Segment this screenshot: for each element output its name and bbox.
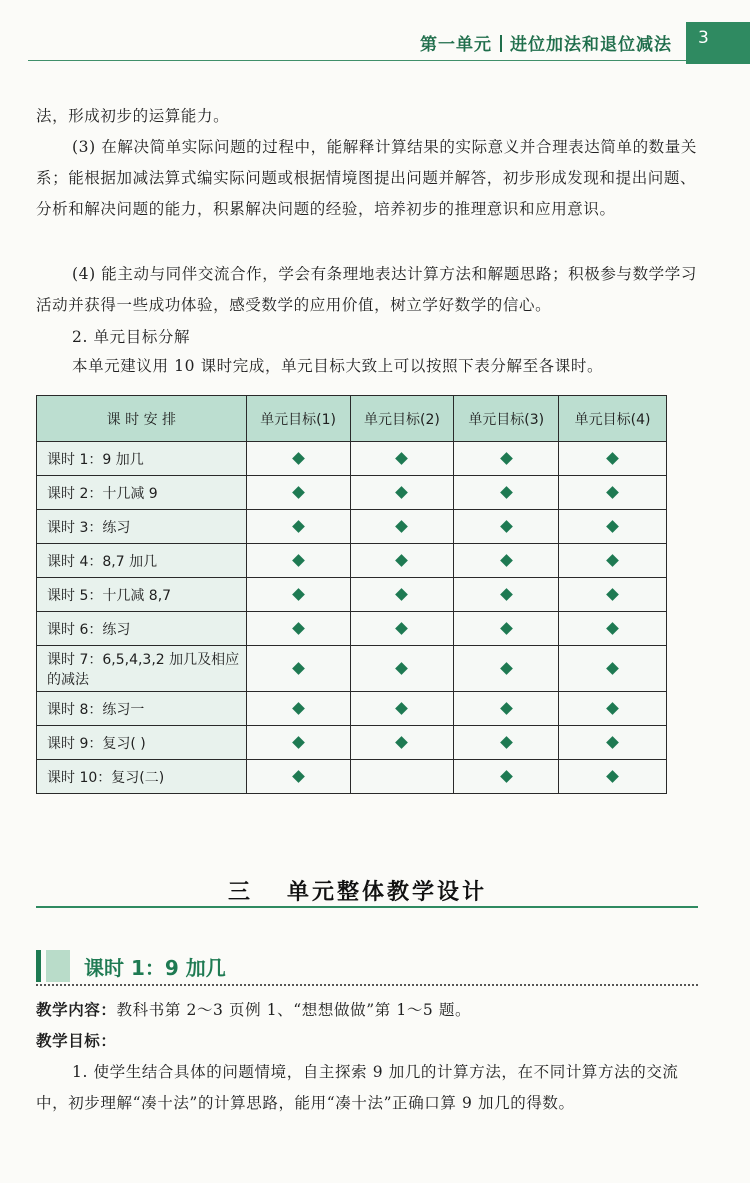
goal-cell [350, 442, 454, 476]
goal-cell [559, 476, 667, 510]
goal-cell [350, 692, 454, 726]
diamond-icon [500, 452, 513, 465]
diamond-icon [292, 452, 305, 465]
goal-cell [350, 726, 454, 760]
goal-cell [350, 646, 454, 692]
diamond-icon [500, 622, 513, 635]
goal-cell [350, 476, 454, 510]
diamond-icon [292, 622, 305, 635]
goal-cell [559, 510, 667, 544]
section-rule [36, 906, 698, 908]
goal-cell [559, 612, 667, 646]
running-title [420, 30, 672, 55]
lesson-cell: 课时 4：8,7 加几 [37, 544, 247, 578]
diamond-icon [396, 588, 409, 601]
subheading-goal-breakdown: 2. 单元目标分解 [72, 328, 191, 346]
table-row [37, 760, 667, 794]
page-header [0, 0, 750, 62]
diamond-icon [500, 554, 513, 567]
column-header: 单元目标(3) [454, 396, 559, 442]
goal-cell [454, 646, 559, 692]
goal-cell [559, 578, 667, 612]
goal-cell [246, 760, 350, 794]
unit-label: 第一单元 [420, 35, 492, 55]
unit-topic: 进位加法和退位减法 [510, 35, 672, 55]
header-rule [28, 60, 696, 61]
goal-cell [246, 442, 350, 476]
lesson-cell: 课时 10：复习(二) [37, 760, 247, 794]
lesson-goal-table [36, 395, 667, 794]
paragraph-objective-3: (3) 在解决简单实际问题的过程中，能解释计算结果的实际意义并合理表达简单的数量关系；能根据加减法算式编实际问题或根据情境图提出问题并解答，初步形成发现和提出问题、分析和解决问题的能力，积累解决问题的经验，培养初步的推理意识和应用意识。 [36, 138, 697, 218]
diamond-icon [396, 736, 409, 749]
goal-cell [246, 646, 350, 692]
goal-cell [350, 578, 454, 612]
goal-cell [350, 612, 454, 646]
goal-cell [454, 544, 559, 578]
lesson-cell: 课时 1：9 加几 [37, 442, 247, 476]
goal-cell [559, 692, 667, 726]
teaching-content-label: 教学内容： [36, 1001, 117, 1019]
goal-cell [454, 692, 559, 726]
lesson-cell: 课时 3：练习 [37, 510, 247, 544]
lesson-cell: 课时 7：6,5,4,3,2 加几及相应的减法 [37, 646, 247, 692]
diamond-icon [292, 770, 305, 783]
dotted-divider [36, 984, 698, 986]
table-row [37, 646, 667, 692]
diamond-icon [606, 520, 619, 533]
section-number: 三 [228, 880, 254, 905]
diamond-icon [396, 554, 409, 567]
table-row [37, 726, 667, 760]
diamond-icon [500, 702, 513, 715]
table-header-row [37, 396, 667, 442]
goal-cell [454, 442, 559, 476]
diamond-icon [292, 736, 305, 749]
table-row [37, 544, 667, 578]
goal-cell [246, 476, 350, 510]
goal-cell [246, 510, 350, 544]
diamond-icon [292, 588, 305, 601]
table-row [37, 476, 667, 510]
diamond-icon [500, 588, 513, 601]
column-header: 单元目标(2) [350, 396, 454, 442]
diamond-icon [292, 702, 305, 715]
column-header: 单元目标(1) [246, 396, 350, 442]
goal-cell [350, 760, 454, 794]
diamond-icon [396, 662, 409, 675]
section-heading [228, 875, 487, 906]
diamond-icon [396, 622, 409, 635]
goal-cell [246, 544, 350, 578]
diamond-icon [606, 736, 619, 749]
diamond-icon [606, 702, 619, 715]
paragraph-schedule-intro: 本单元建议用 10 课时完成，单元目标大致上可以按照下表分解至各课时。 [72, 357, 604, 375]
teaching-content-text: 教科书第 2～3 页例 1、“想想做做”第 1～5 题。 [116, 1001, 472, 1019]
diamond-icon [292, 554, 305, 567]
paragraph-continuation: 法，形成初步的运算能力。 [36, 107, 230, 125]
section-title: 单元整体教学设计 [287, 880, 488, 905]
diamond-icon [606, 588, 619, 601]
table-row [37, 442, 667, 476]
title-separator [500, 35, 502, 52]
goal-cell [559, 726, 667, 760]
diamond-icon [606, 452, 619, 465]
diamond-icon [396, 520, 409, 533]
diamond-icon [500, 736, 513, 749]
goal-cell [246, 612, 350, 646]
lesson-cell: 课时 2：十几减 9 [37, 476, 247, 510]
table-row [37, 612, 667, 646]
goal-cell [454, 476, 559, 510]
page-number: 3 [698, 28, 709, 48]
teaching-objectives-label: 教学目标： [36, 1032, 117, 1050]
column-header: 课 时 安 排 [37, 396, 247, 442]
table-row [37, 578, 667, 612]
diamond-icon [606, 486, 619, 499]
page-number-tab [686, 22, 750, 64]
goal-cell [559, 442, 667, 476]
teaching-objective-1: 1. 使学生结合具体的问题情境，自主探索 9 加几的计算方法，在不同计算方法的交流中，初步理解“凑十法”的计算思路，能用“凑十法”正确口算 9 加几的得数。 [36, 1063, 679, 1112]
goal-cell [350, 510, 454, 544]
goal-cell [454, 612, 559, 646]
goal-cell [454, 510, 559, 544]
table-row [37, 692, 667, 726]
goal-cell [246, 578, 350, 612]
goal-cell [350, 544, 454, 578]
lesson-cell: 课时 9：复习( ) [37, 726, 247, 760]
teaching-content [36, 995, 698, 1026]
diamond-icon [500, 662, 513, 675]
goal-cell [454, 726, 559, 760]
lesson-heading: 课时 1：9 加几 [84, 956, 226, 980]
diamond-icon [292, 486, 305, 499]
diamond-icon [500, 486, 513, 499]
goal-cell [246, 726, 350, 760]
diamond-icon [606, 622, 619, 635]
paragraph-objective-4: (4) 能主动与同伴交流合作，学会有条理地表达计算方法和解题思路；积极参与数学学习活动并获得一些成功体验，感受数学的应用价值，树立学好数学的信心。 [36, 265, 697, 314]
diamond-icon [396, 486, 409, 499]
diamond-icon [500, 770, 513, 783]
lesson-cell: 课时 5：十几减 8,7 [37, 578, 247, 612]
heading-block-icon [46, 950, 70, 982]
column-header: 单元目标(4) [559, 396, 667, 442]
goal-cell [559, 760, 667, 794]
diamond-icon [500, 520, 513, 533]
diamond-icon [396, 452, 409, 465]
goal-cell [246, 692, 350, 726]
goal-cell [559, 544, 667, 578]
goal-cell [559, 646, 667, 692]
diamond-icon [606, 770, 619, 783]
diamond-icon [292, 662, 305, 675]
table-row [37, 510, 667, 544]
goal-cell [454, 760, 559, 794]
diamond-icon [292, 520, 305, 533]
lesson-cell: 课时 6：练习 [37, 612, 247, 646]
diamond-icon [606, 662, 619, 675]
diamond-icon [606, 554, 619, 567]
lesson-cell: 课时 8：练习一 [37, 692, 247, 726]
goal-cell [454, 578, 559, 612]
diamond-icon [396, 702, 409, 715]
heading-bar-icon [36, 950, 41, 982]
